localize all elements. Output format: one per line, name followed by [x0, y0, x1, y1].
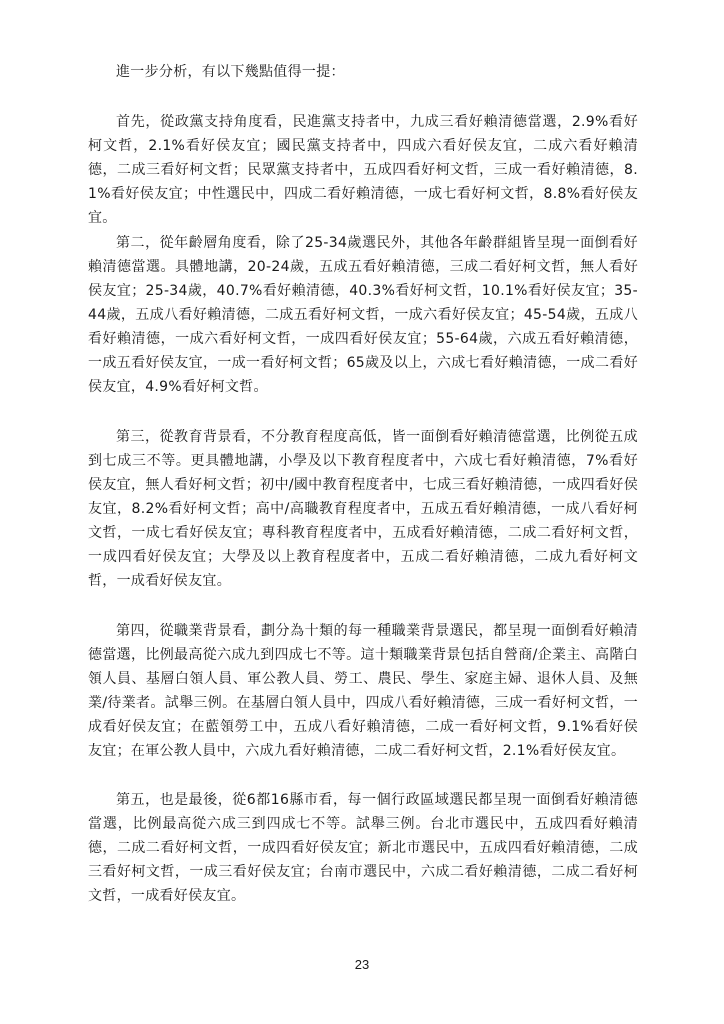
paragraph-region: 第五，也是最後，從6都16縣市看，每一個行政區域選民都呈現一面倒看好賴清德當選，比例最高從六成三到四成七不等。試舉三例。台北市選民中，五成四看好賴清德，二成二看好柯文哲，一成四看好侯友宜；新北市選民中，五成四看好賴清德，二成三看好柯文哲，一成三看好侯友宜；台南市選民中，六成二看好賴清德，二成二看好柯文哲，一成看好侯友宜。: [88, 792, 638, 904]
paragraph-party-support: 首先，從政黨支持角度看，民進黨支持者中，九成三看好賴清德當選，2.9%看好柯文哲，2.1%看好侯友宜；國民黨支持者中，四成六看好侯友宜，二成六看好賴清德，二成三看好柯文哲；民眾黨支持者中，五成四看好柯文哲，三成一看好賴清德，8.1%看好侯友宜；中性選民中，四成二看好賴清德，一成七看好柯文哲，8.8%看好侯友宜。: [88, 114, 638, 226]
paragraph-age-group: 第二，從年齡層角度看，除了25-34歲選民外，其他各年齡群組皆呈現一面倒看好賴清德當選。具體地講，20-24歲，五成五看好賴清德，三成二看好柯文哲，無人看好侯友宜；25-34歲，40.7%看好賴清德，40.3%看好柯文哲，10.1%看好侯友宜；35-44歲，五成八看好賴清德，二成五看好柯文哲，一成六看好侯友宜；45-54歲，五成八看好賴清德，一成六看好柯文哲，一成四看好侯友宜；55-64歲，六成五看好賴清德，一成五看好侯友宜，一成一看好柯文哲；65歲及以上，六成七看好賴清德，一成二看好侯友宜，4.9%看好柯文哲。: [88, 235, 638, 395]
paragraph-occupation: 第四，從職業背景看，劃分為十類的每一種職業背景選民，都呈現一面倒看好賴清德當選，比例最高從六成九到四成七不等。這十類職業背景包括自營商/企業主、高階白領人員、基層白領人員、軍公教人員、勞工、農民、學生、家庭主婦、退休人員、及無業/待業者。試舉三例。在基層白領人員中，四成八看好賴清德，三成一看好柯文哲，一成看好侯友宜；在藍領勞工中，五成八看好賴清德，二成一看好柯文哲，9.1%看好侯友宜；在軍公教人員中，六成九看好賴清德，二成二看好柯文哲，2.1%看好侯友宜。: [88, 623, 638, 759]
paragraph-education: 第三，從教育背景看，不分教育程度高低，皆一面倒看好賴清德當選，比例從五成到七成三不等。更具體地講，小學及以下教育程度者中，六成七看好賴清德，7%看好侯友宜，無人看好柯文哲；初中/國中教育程度者中，七成三看好賴清德，一成四看好侯友宜，8.2%看好柯文哲；高中/高職教育程度者中，五成五看好賴清德，一成八看好柯文哲，一成七看好侯友宜；專科教育程度者中，五成看好賴清德，二成二看好柯文哲，一成四看好侯友宜；大學及以上教育程度者中，五成二看好賴清德，二成九看好柯文哲，一成看好侯友宜。: [88, 429, 638, 589]
page-number: 23: [354, 957, 370, 972]
intro-paragraph: 進一步分析，有以下幾點值得一提：: [116, 64, 345, 80]
